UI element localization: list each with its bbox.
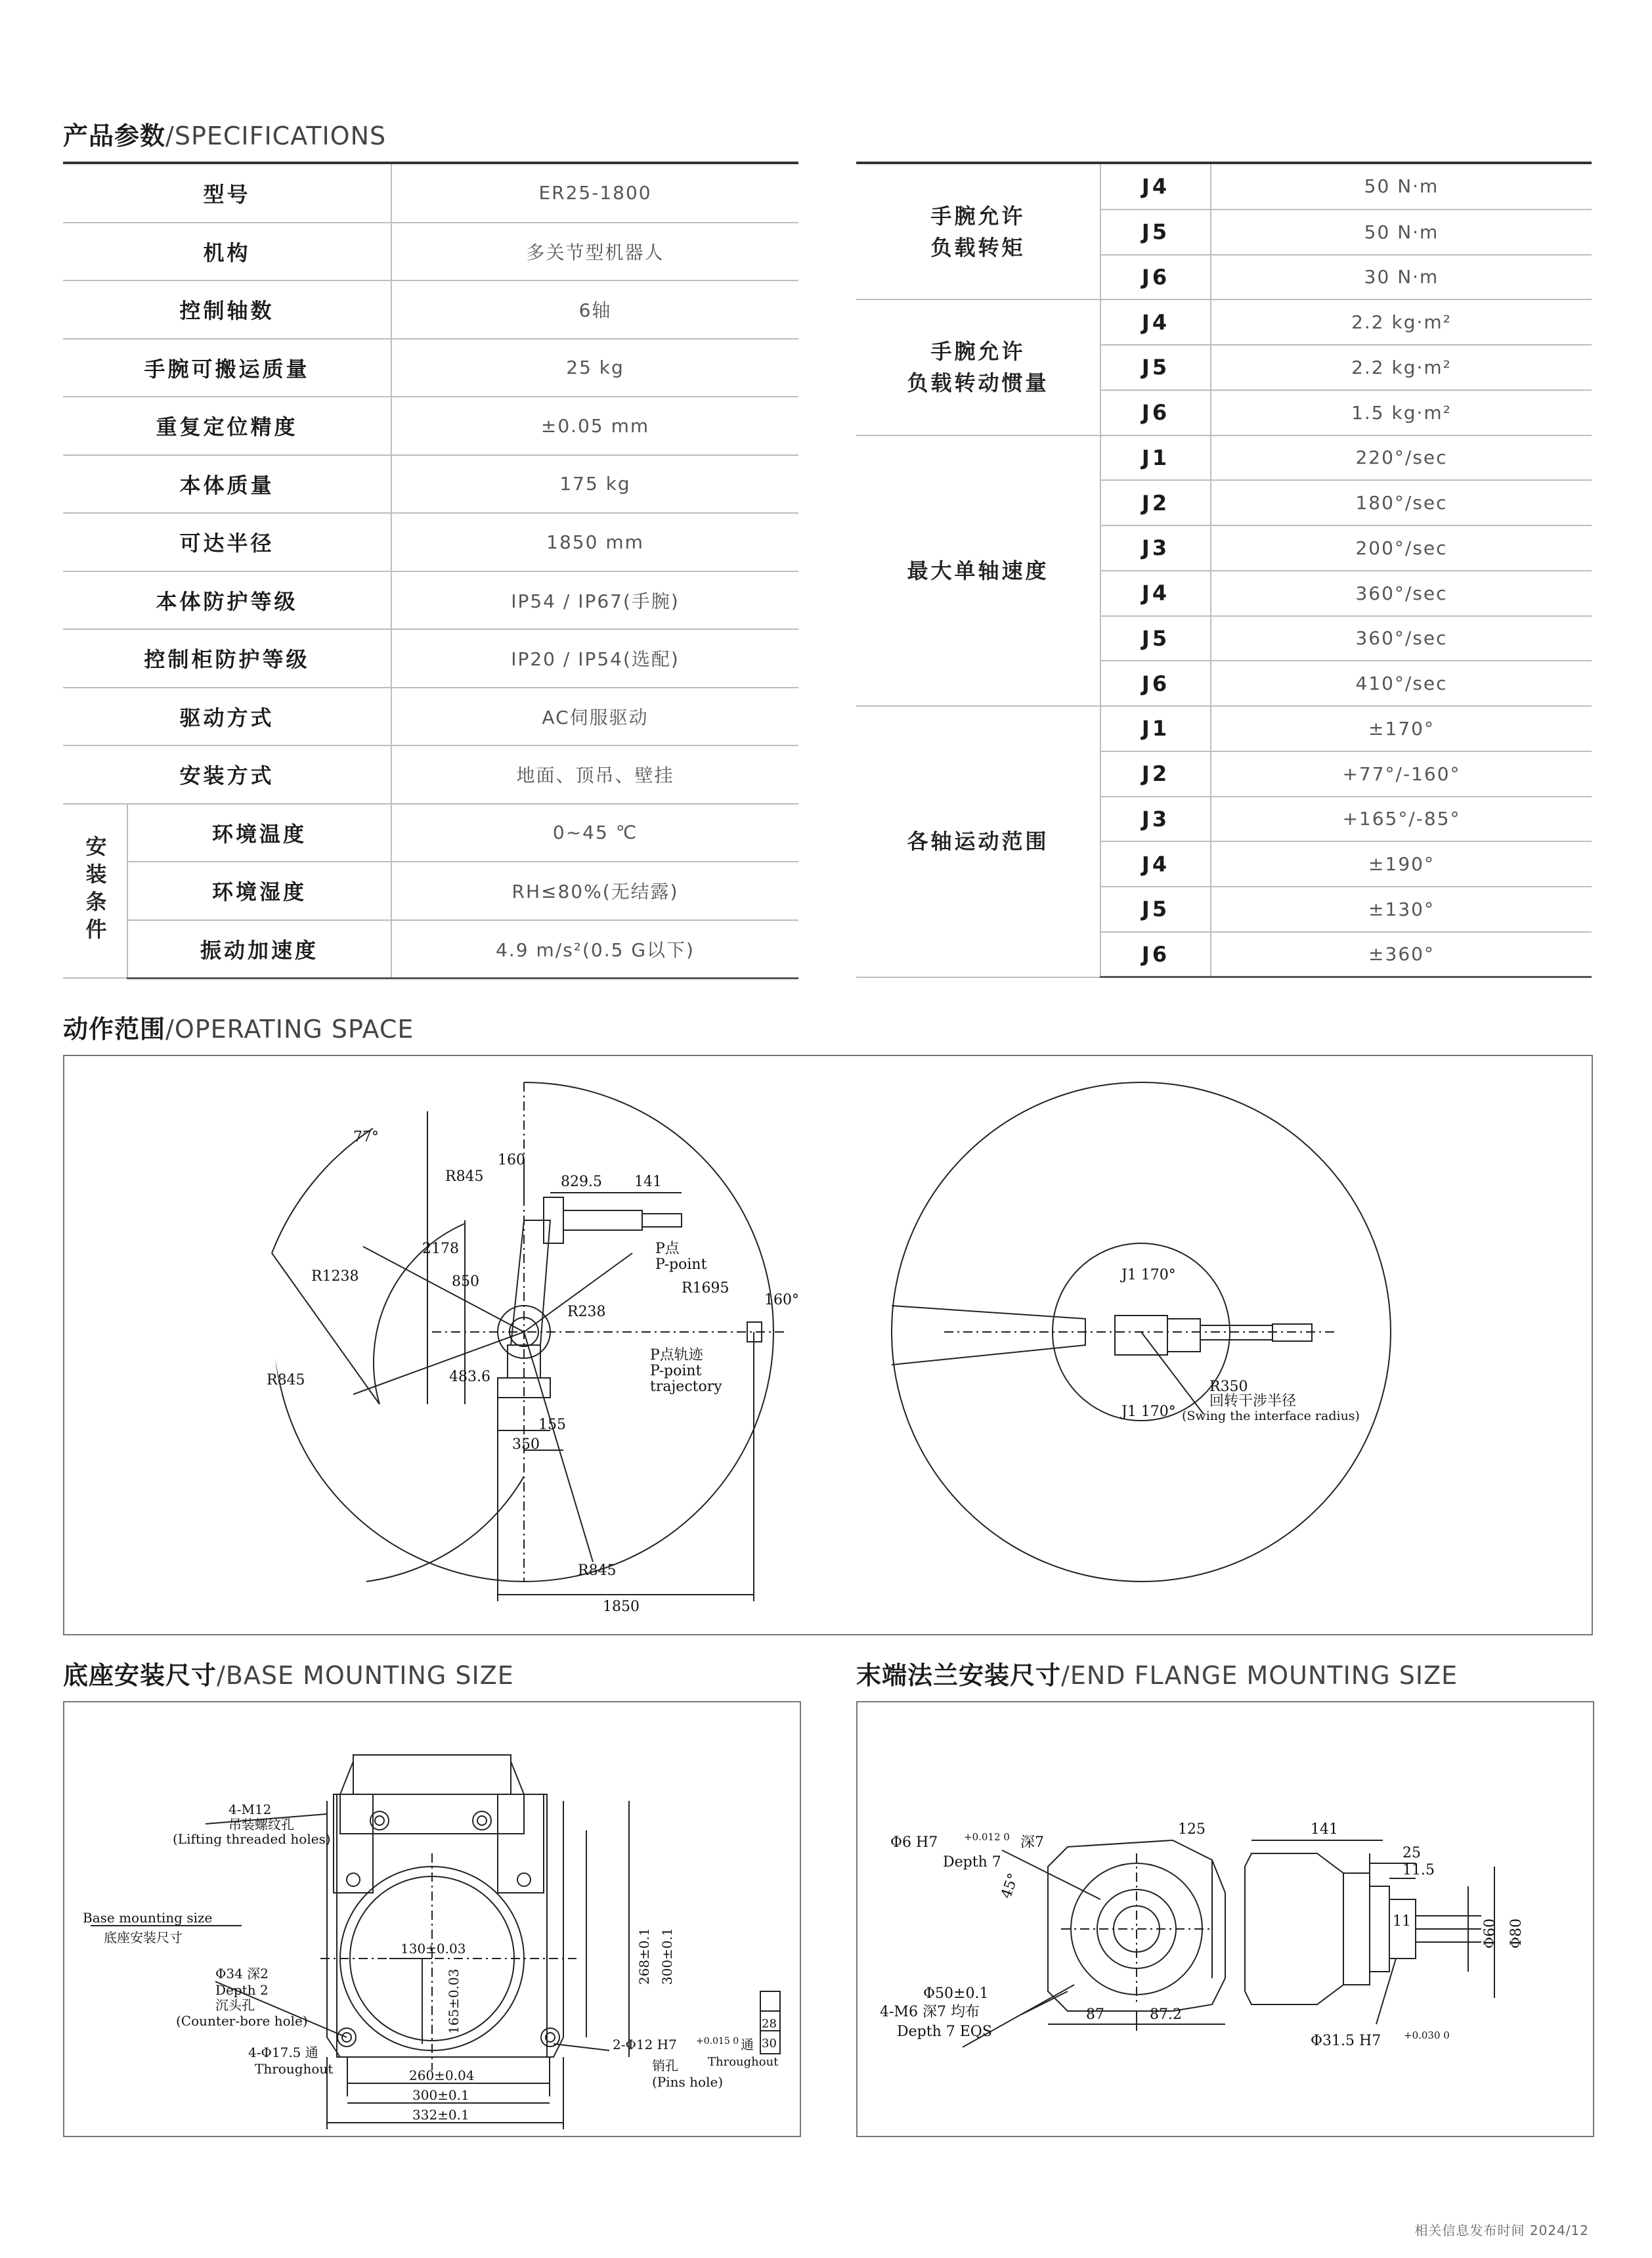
axis-group-name-line: 最大单轴速度 [907, 558, 1049, 583]
axis-group-name-line: 手腕允许 [930, 203, 1026, 229]
spec-value: 6轴 [391, 280, 798, 339]
dim-11-label: 11 [1393, 1913, 1411, 1930]
axis-group-name-line: 负载转动惯量 [907, 370, 1049, 396]
angle-77-label: 77° [353, 1129, 379, 1145]
phi12-tolerance-label: +0.015 0 [696, 2036, 739, 2047]
specifications-title-en: /SPECIFICATIONS [165, 122, 387, 150]
base-mounting-size-en-label: Base mounting size [83, 1910, 213, 1926]
axis-group-name-line: 各轴运动范围 [907, 829, 1049, 854]
dim-1850-label: 1850 [603, 1599, 640, 1615]
trajectory-zh-label: P点轨迹 [650, 1347, 703, 1363]
axis-spec-table [856, 164, 1592, 978]
phi6-tolerance-label: +0.012 0 [964, 1831, 1010, 1843]
axis-name: J1 [1100, 435, 1211, 481]
spec-value: ER25-1800 [391, 164, 798, 223]
axis-name: J4 [1100, 571, 1211, 616]
phi315-tolerance-label: +0.030 0 [1404, 2029, 1450, 2041]
spec-value: IP20 / IP54(选配) [391, 629, 798, 688]
dim-28-label: 28 [762, 2017, 777, 2031]
axis-name: J5 [1100, 887, 1211, 932]
phi34-label: Φ34 深2 [215, 1966, 269, 1981]
phi6-label: Φ6 H7 [890, 1834, 938, 1851]
specifications-heading [63, 116, 386, 152]
specifications-title-zh: 产品参数 [63, 122, 166, 150]
dim-165-label: 165±0.03 [446, 1968, 462, 2034]
axis-value: ±190° [1211, 841, 1592, 887]
axis-value: ±170° [1211, 706, 1592, 751]
operating-space-heading [63, 1009, 414, 1045]
p-point-en-label: P-point [655, 1256, 707, 1273]
axis-value: 360°/sec [1211, 571, 1592, 616]
p-point-zh-label: P点 [655, 1241, 680, 1257]
r845-left-label: R845 [267, 1372, 305, 1388]
spec-row [63, 280, 798, 339]
spec-row [63, 223, 798, 281]
pin-hole-zh-label: 销孔 [652, 2058, 678, 2073]
spec-row [63, 397, 798, 455]
spec-row [63, 164, 798, 223]
dim-115-label: 11.5 [1402, 1862, 1435, 1878]
operating-title-zh: 动作范围 [63, 1015, 166, 1044]
dim-125-label: 125 [1178, 1821, 1206, 1838]
install-condition-value: RH≤80%(无结露) [391, 862, 798, 920]
spec-row [63, 571, 798, 630]
install-condition-value: 4.9 m/s²(0.5 G以下) [391, 920, 798, 979]
axis-spec-row [856, 164, 1592, 210]
axis-name: J6 [1100, 661, 1211, 706]
depth2-label: Depth 2 [215, 1982, 269, 1998]
r238-label: R238 [567, 1304, 606, 1320]
m12-zh-label: 吊装螺纹孔 [228, 1817, 294, 1832]
r350-label: R350 [1209, 1379, 1248, 1395]
axis-value: 410°/sec [1211, 661, 1592, 706]
spec-value: 多关节型机器人 [391, 223, 798, 281]
axis-name: J6 [1100, 255, 1211, 300]
axis-name: J3 [1100, 797, 1211, 842]
dim-30-label: 30 [762, 2037, 777, 2050]
spec-label: 可达半径 [63, 513, 391, 571]
spec-label: 手腕可搬运质量 [63, 339, 391, 397]
operating-space-panel [63, 1055, 1593, 1635]
end-flange-drawing [858, 1702, 1593, 2136]
dim-260-label: 260±0.04 [409, 2068, 475, 2083]
install-condition-row [63, 804, 798, 862]
axis-value: 2.2 kg·m² [1211, 345, 1592, 390]
axis-spec-row [856, 706, 1592, 751]
axis-value: 30 N·m [1211, 255, 1592, 300]
counter-bore-en-label: (Counter-bore hole) [176, 2013, 308, 2029]
end-flange-heading [856, 1655, 1458, 1691]
spec-row [63, 745, 798, 804]
flange-title-en: /END FLANGE MOUNTING SIZE [1061, 1661, 1458, 1690]
phi12-label: 2-Φ12 H7 [613, 2037, 677, 2052]
angle-160-label: 160° [764, 1292, 799, 1308]
dim-332-label: 332±0.1 [412, 2107, 469, 2123]
phi12-through-zh-label: 通 [741, 2037, 754, 2052]
install-condition-row [63, 862, 798, 920]
install-condition-label: 振动加速度 [127, 920, 391, 979]
axis-group-label [856, 435, 1100, 707]
swing-radius-en-label: (Swing the interface radius) [1182, 1409, 1360, 1423]
flange-title-zh: 末端法兰安装尺寸 [856, 1661, 1062, 1690]
axis-group-label [856, 706, 1100, 977]
axis-group-label [856, 299, 1100, 435]
j1-top-angle-label: J1 170° [1121, 1267, 1176, 1283]
axis-value: ±360° [1211, 932, 1592, 977]
axis-spec-row [856, 299, 1592, 345]
axis-name: J3 [1100, 525, 1211, 571]
install-condition-row [63, 920, 798, 979]
dim-155-label: 155 [538, 1417, 566, 1433]
flange-side-body [1245, 1853, 1343, 2004]
throughout-1-label: Throughout [255, 2061, 334, 2077]
axis-name: J1 [1100, 706, 1211, 751]
spec-label: 安装方式 [63, 745, 391, 804]
m12-label: 4-M12 [228, 1802, 272, 1817]
axis-name: J6 [1100, 932, 1211, 977]
spec-row [63, 339, 798, 397]
axis-group-name-line: 手腕允许 [930, 339, 1026, 365]
axis-value: 2.2 kg·m² [1211, 299, 1592, 345]
depth7-eqs-label: Depth 7 EQS [897, 2024, 992, 2040]
dim-850-label: 850 [452, 1273, 479, 1290]
dim-829-label: 829.5 [561, 1174, 602, 1190]
spec-table [63, 164, 798, 979]
phi6-deep7-label: 深7 [1020, 1834, 1044, 1851]
dim-300v-label: 300±0.1 [659, 1928, 675, 1985]
axis-value: +77°/-160° [1211, 751, 1592, 797]
swing-radius-zh-label: 回转干涉半径 [1209, 1393, 1297, 1409]
spec-label: 本体防护等级 [63, 571, 391, 630]
spec-value: IP54 / IP67(手腕) [391, 571, 798, 630]
dim-25-label: 25 [1402, 1845, 1421, 1861]
r1238-label: R1238 [311, 1268, 359, 1285]
r1695-label: R1695 [682, 1280, 729, 1296]
spec-label: 驱动方式 [63, 688, 391, 746]
depth7-label: Depth 7 [943, 1854, 1001, 1871]
axis-name: J2 [1100, 751, 1211, 797]
phi315-label: Φ31.5 H7 [1311, 2033, 1381, 2049]
dim-2178-label: 2178 [422, 1241, 459, 1257]
spec-value: 175 kg [391, 455, 798, 514]
base-title-en: /BASE MOUNTING SIZE [217, 1661, 514, 1690]
axis-name: J2 [1100, 480, 1211, 525]
pin-hole-en-label: (Pins hole) [652, 2074, 724, 2090]
axis-name: J5 [1100, 210, 1211, 255]
spec-row [63, 455, 798, 514]
axis-value: +165°/-85° [1211, 797, 1592, 842]
m12-en-label: (Lifting threaded holes) [173, 1831, 331, 1847]
axis-spec-row [856, 435, 1592, 481]
phi175-label: 4-Φ17.5 通 [248, 2045, 318, 2060]
r845-top-label: R845 [445, 1168, 484, 1185]
base-title-zh: 底座安装尺寸 [63, 1661, 217, 1690]
trajectory-en2-label: trajectory [650, 1379, 722, 1395]
axis-group-label [856, 164, 1100, 299]
install-condition-label: 环境温度 [127, 804, 391, 862]
axis-name: J4 [1100, 299, 1211, 345]
spec-value: 25 kg [391, 339, 798, 397]
dim-4836-label: 483.6 [449, 1369, 490, 1385]
dim-300h-label: 300±0.1 [412, 2087, 469, 2103]
operating-title-en: /OPERATING SPACE [165, 1015, 414, 1044]
r845-bottom-label: R845 [578, 1562, 617, 1579]
axis-value: 50 N·m [1211, 164, 1592, 210]
angle-45-label: 45° [998, 1871, 1022, 1901]
spec-row [63, 629, 798, 688]
axis-value: 1.5 kg·m² [1211, 390, 1592, 435]
spec-label: 机构 [63, 223, 391, 281]
spec-value: AC伺服驱动 [391, 688, 798, 746]
install-condition-value: 0~45 ℃ [391, 804, 798, 862]
dim-268-label: 268±0.1 [636, 1928, 652, 1985]
spec-row [63, 513, 798, 571]
axis-name: J4 [1100, 841, 1211, 887]
base-mounting-heading [63, 1655, 514, 1691]
dim-141-label: 141 [634, 1174, 662, 1190]
spec-row [63, 688, 798, 746]
axis-name: J5 [1100, 616, 1211, 661]
dim-87-label: 87 [1086, 2006, 1104, 2023]
dim-141-flange-label: 141 [1311, 1821, 1338, 1838]
spec-label: 控制柜防护等级 [63, 629, 391, 688]
spec-value: 1850 mm [391, 513, 798, 571]
spec-value: ±0.05 mm [391, 397, 798, 455]
spec-value: 地面、顶吊、壁挂 [391, 745, 798, 804]
axis-value: 360°/sec [1211, 616, 1592, 661]
spec-label: 控制轴数 [63, 280, 391, 339]
base-mounting-size-zh-label: 底座安装尺寸 [104, 1930, 183, 1945]
axis-value: ±130° [1211, 887, 1592, 932]
spec-label: 重复定位精度 [63, 397, 391, 455]
spec-label: 本体质量 [63, 455, 391, 514]
base-mounting-drawing [64, 1702, 800, 2136]
install-condition-label: 环境湿度 [127, 862, 391, 920]
dim-872-label: 87.2 [1150, 2006, 1182, 2023]
axis-group-name-line: 负载转矩 [930, 234, 1026, 260]
phi60-label: Φ60 [1482, 1918, 1498, 1949]
axis-name: J5 [1100, 345, 1211, 390]
dim-160-label: 160 [498, 1152, 525, 1168]
axis-value: 50 N·m [1211, 210, 1592, 255]
trajectory-en1-label: P-point [650, 1363, 702, 1379]
phi50-label: Φ50±0.1 [923, 1985, 989, 2002]
dim-130-label: 130±0.03 [401, 1941, 466, 1957]
axis-value: 220°/sec [1211, 435, 1592, 481]
end-flange-panel [856, 1701, 1594, 2137]
axis-value: 200°/sec [1211, 525, 1592, 571]
j1-bottom-angle-label: J1 170° [1121, 1404, 1176, 1420]
operating-space-drawing [64, 1056, 1592, 1634]
counter-bore-zh-label: 沉头孔 [215, 1997, 255, 2013]
publish-date-footer: 相关信息发布时间 2024/12 [1414, 2223, 1589, 2238]
axis-name: J4 [1100, 164, 1211, 210]
axis-value: 180°/sec [1211, 480, 1592, 525]
spec-label: 型号 [63, 164, 391, 223]
axis-name: J6 [1100, 390, 1211, 435]
install-conditions-group-label: 安装条件 [63, 804, 127, 979]
m6-label: 4-M6 深7 均布 [880, 2004, 980, 2020]
dim-350-label: 350 [512, 1436, 540, 1453]
base-mounting-panel [63, 1701, 801, 2137]
throughout-2-label: Throughout [708, 2055, 779, 2069]
phi80-label: Φ80 [1508, 1918, 1525, 1949]
